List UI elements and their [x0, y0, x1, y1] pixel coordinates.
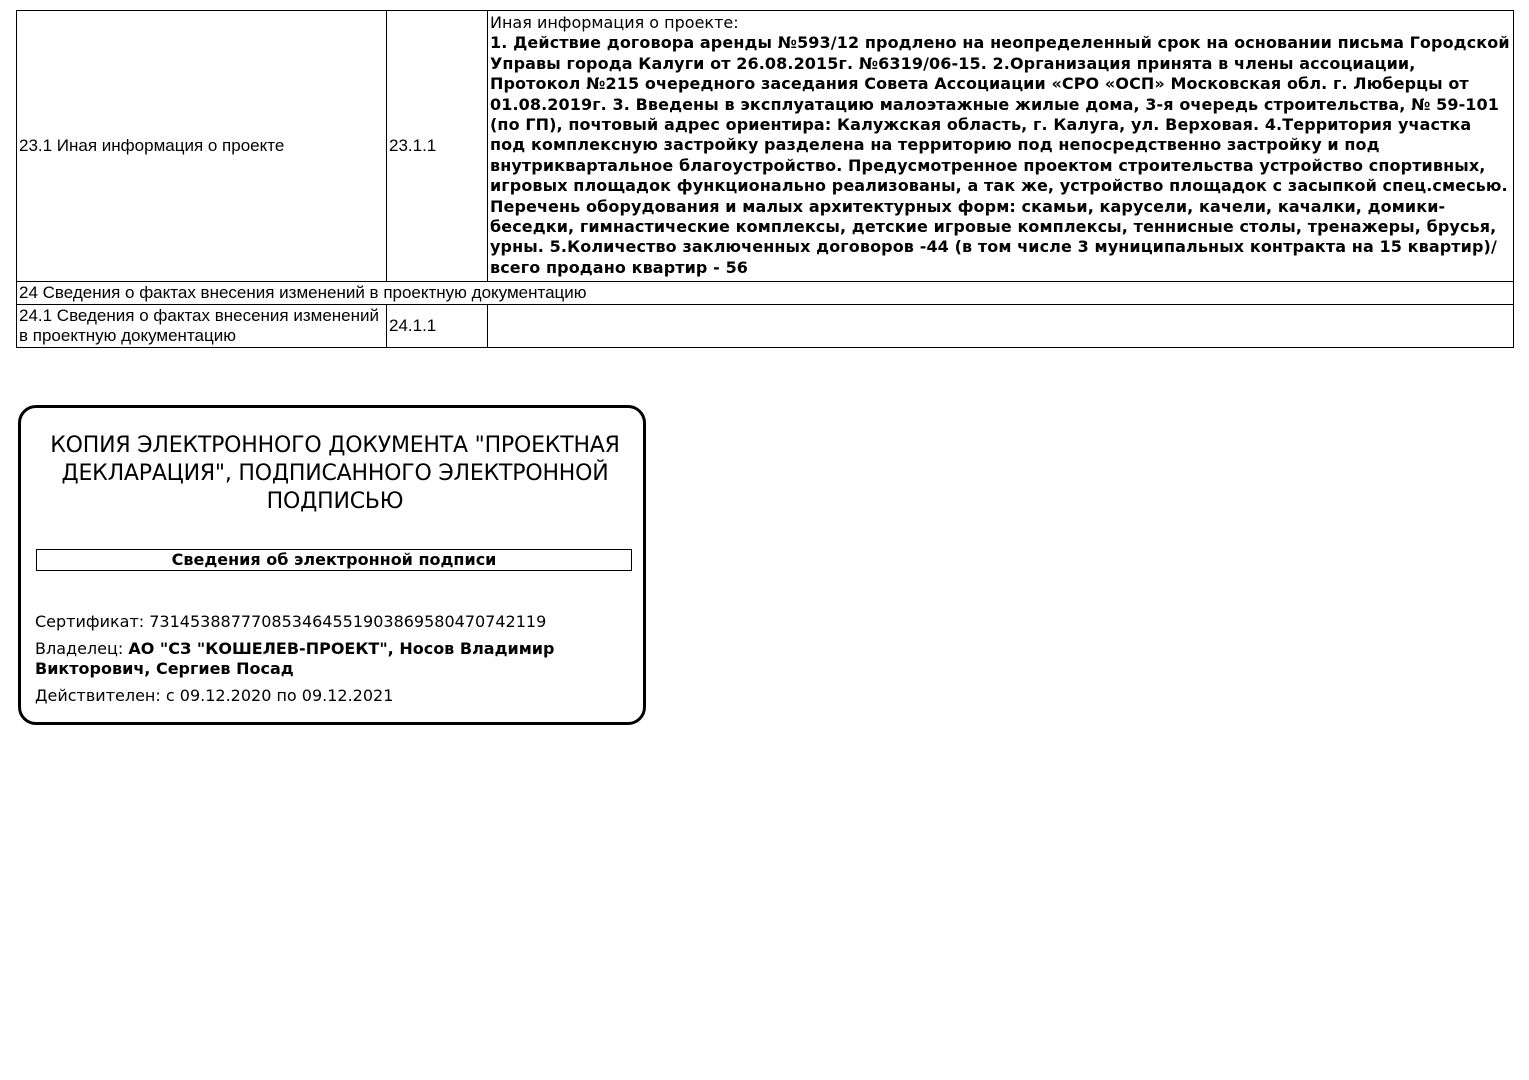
owner-line — [35, 639, 595, 679]
row-code-24-1-1: 24.1.1 — [387, 305, 488, 348]
declaration-table — [16, 10, 1514, 348]
other-project-info-cell — [488, 11, 1514, 282]
owner-label: Владелец: — [35, 639, 124, 658]
table-row-24 — [17, 282, 1514, 305]
row-label-23-1: 23.1 Иная информация о проекте — [17, 11, 387, 282]
row-label-24-1: 24.1 Сведения о фактах внесения изменений в проектную документацию — [17, 305, 387, 348]
owner-value: АО "СЗ "КОШЕЛЕВ-ПРОЕКТ", Носов Владимир Викторович, Сергиев Посад — [35, 639, 555, 678]
table-row-23-1 — [17, 11, 1514, 282]
validity-line — [35, 686, 595, 706]
other-project-info-label: Иная информация о проекте: — [490, 13, 739, 32]
certificate-line — [35, 612, 595, 632]
electronic-signature-stamp — [18, 405, 646, 725]
row-value-24-1-1 — [488, 305, 1514, 348]
other-project-info-text: 1. Действие договора аренды №593/12 продлено на неопределенный срок на основании письма Городской Управы города Калуги от 26.08.2015г. №6319/06-15. 2.Организация принята в члены ассоциации, Протокол №215 очередного заседания Совета Ассоциации «СРО «ОСП» Московская обл. г. Люберцы от 01.08.2019г. 3. Введены в эксплуатацию малоэтажные жилые дома, 3-я очередь строительства, № 59-101 (по ГП), почтовый адрес ориентира: Калужская область, г. Калуга, ул. Верховая. 4.Территория участка под комплексную застройку разделена на территорию под непосредственно застройку и под внутриквартальное благоустройство. Предусмотренное проектом строительства устройство спортивных, игровых площадок функционально реализованы, а так же, устройство площадок с засыпкой спец.смесью. Перечень оборудования и малых архитектурных форм: скамьи, карусели, качели, качалки, домики-беседки, гимнастические комплексы, детские игровые комплексы, теннисные столы, тренажеры, брусья, урны. 5.Количество заключенных договоров -44 (в том числе 3 муниципальных контракта на 15 квартир)/всего продано квартир - 56 — [490, 33, 1510, 277]
signature-info-heading: Сведения об электронной подписи — [36, 549, 632, 571]
validity-value: с 09.12.2020 по 09.12.2021 — [165, 686, 394, 705]
validity-label: Действителен: — [35, 686, 161, 705]
row-code-23-1-1: 23.1.1 — [387, 11, 488, 282]
certificate-value: 731453887770853464551903869580470742119 — [149, 612, 547, 631]
section-heading-24: 24 Сведения о фактах внесения изменений в проектную документацию — [17, 282, 1514, 305]
certificate-label: Сертификат: — [35, 612, 145, 631]
table-row-24-1 — [17, 305, 1514, 348]
stamp-title: КОПИЯ ЭЛЕКТРОННОГО ДОКУМЕНТА "ПРОЕКТНАЯ ДЕКЛАРАЦИЯ", ПОДПИСАННОГО ЭЛЕКТРОННОЙ ПОДПИСЬЮ — [50, 433, 620, 514]
